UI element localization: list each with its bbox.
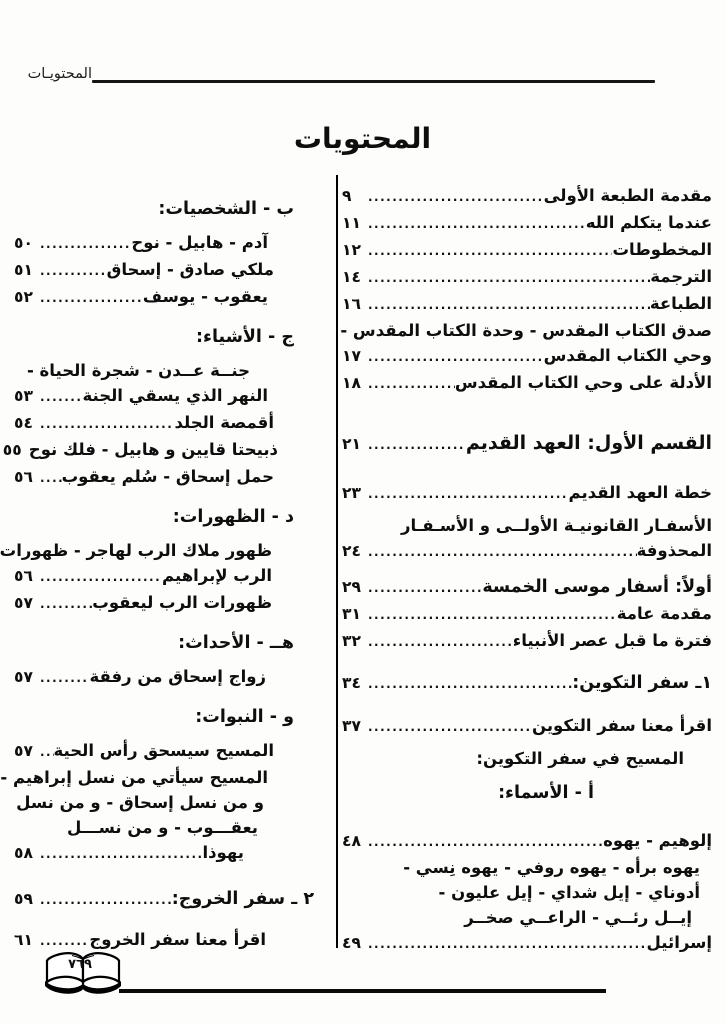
dot-leader: [40, 592, 92, 617]
toc-entry: [342, 671, 712, 697]
dot-leader: [368, 630, 513, 655]
footer-rule: [119, 989, 606, 993]
toc-page-number: ٥٦: [14, 468, 33, 486]
toc-entry-text: إسرائيل: [646, 933, 712, 952]
toc-entry: [342, 880, 712, 905]
toc-entry: [14, 738, 330, 765]
dot-leader: [368, 433, 466, 458]
toc-page-number: ٢٩: [342, 578, 361, 596]
dot-leader: [40, 740, 54, 765]
toc-subheading: [14, 325, 330, 350]
toc-entry-text: مقدمة عامة: [616, 604, 712, 623]
page-title: المحتويات: [293, 122, 432, 155]
toc-entry: [14, 840, 330, 867]
toc-entry: [342, 855, 712, 880]
toc-entry: [14, 410, 330, 437]
toc-entry: [14, 887, 330, 913]
toc-page-number: ٩: [342, 187, 352, 205]
toc-entry-text: النهر الذي يسقي الجنة: [82, 386, 268, 405]
toc-entry-text: و من نسل إسحاق - و من نسل: [16, 793, 264, 812]
toc-entry-text: الترجمة: [650, 267, 712, 286]
footer-page-number: ٧٦٩: [68, 957, 92, 972]
dot-leader: [368, 603, 617, 628]
toc-entry: [342, 930, 712, 957]
toc-page-number: ٣٢: [342, 632, 361, 650]
toc-entry-text: اقرأ معنا سفر الخروج: [89, 930, 266, 949]
toc-entry: [342, 318, 712, 343]
dot-leader: [368, 293, 650, 318]
toc-subheading: [14, 505, 330, 530]
dot-leader: [40, 259, 107, 284]
dot-leader: [368, 576, 482, 601]
toc-page-number: ١٦: [342, 295, 361, 313]
toc-entry: [14, 383, 330, 410]
toc-entry: [14, 664, 330, 691]
toc-entry-text: المسيح سيأتي من نسل إبراهيم -: [0, 768, 268, 787]
toc-page-number: ٥٦: [14, 567, 33, 585]
toc-subheading: [14, 197, 330, 222]
toc-entry: [342, 628, 712, 655]
dot-leader: [40, 412, 174, 437]
toc-entry: [14, 257, 330, 284]
toc-entry: [14, 590, 330, 617]
toc-entry: [342, 713, 712, 740]
dot-leader: [40, 565, 162, 590]
toc-entry-text: و - النبوات:: [195, 707, 294, 727]
toc-entry-text: ٢ ـ سفر الخروج:: [171, 889, 314, 909]
toc-entry: [342, 237, 712, 264]
toc-entry-text: أولاً: أسفار موسى الخمسة: [482, 577, 712, 597]
toc-entry: [14, 815, 330, 840]
toc-page-number: ٥١: [14, 261, 33, 279]
dot-leader: [40, 666, 89, 691]
toc-page-number: ١١: [342, 214, 361, 232]
toc-entry: [2, 437, 330, 464]
toc-entry-text: المسيح في سفر التكوين:: [476, 749, 684, 768]
toc-page-number: ٥٢: [14, 288, 33, 306]
toc-entry-text: الرب لإبراهيم: [162, 566, 272, 585]
toc-entry-text: المسيح سيسحق رأس الحية: [53, 741, 274, 760]
toc-entry-text: ذبيحتا قايين و هابيل - فلك نوح: [28, 440, 278, 459]
toc-entry-text: آدم - هابيل - نوح: [131, 233, 268, 252]
toc-page-number: ٥٨: [14, 844, 33, 862]
dot-leader: [368, 540, 637, 565]
dot-leader: [368, 482, 569, 507]
dot-leader: [40, 888, 172, 913]
toc-page-number: ٥٩: [14, 890, 33, 908]
toc-entry: [342, 370, 712, 397]
toc-page-number: ٥٧: [14, 742, 33, 760]
toc-page-number: ٥٧: [14, 668, 33, 686]
toc-page-number: ٤٨: [342, 832, 361, 850]
column-divider: [336, 175, 338, 948]
toc-entry-text: مقدمة الطبعة الأولى: [543, 186, 712, 205]
toc-entry: [342, 746, 712, 771]
toc-page-number: ٢٤: [342, 542, 361, 560]
toc-entry: [0, 765, 330, 790]
toc-entry: [14, 464, 330, 491]
toc-entry-text: يعقـــوب - و من نســـل: [66, 818, 258, 837]
toc-entry: [14, 790, 330, 815]
running-header: المحتويـات: [27, 66, 92, 82]
toc-entry: [342, 538, 712, 565]
toc-page-number: ٣٧: [342, 717, 361, 735]
toc-entry-text: اقرأ معنا سفر التكوين: [531, 716, 712, 735]
toc-entry-text: أدوناي - إيل شداي - إيل عليون -: [438, 883, 700, 902]
dot-leader: [368, 212, 586, 237]
toc-entry-text: أ - الأسماء:: [498, 783, 594, 803]
dot-leader: [368, 715, 532, 740]
toc-entry-text: ب - الشخصيات:: [158, 199, 294, 219]
toc-page-number: ٥٤: [14, 414, 33, 432]
toc-entry: [342, 210, 712, 237]
toc-page-number: ٣٤: [342, 674, 361, 692]
toc-entry-text: هــ - الأحداث:: [178, 633, 294, 653]
dot-leader: [368, 932, 647, 957]
toc-entry: [0, 538, 330, 563]
dot-leader: [40, 286, 143, 311]
dot-leader: [368, 345, 544, 370]
toc-subheading: [342, 781, 712, 806]
toc-page-number: ٥٣: [14, 387, 33, 405]
toc-page-number: ٣١: [342, 605, 361, 623]
toc-entry-text: المخطوطات: [612, 240, 712, 259]
dot-leader: [40, 232, 131, 257]
toc-entry: [342, 513, 712, 538]
toc-entry-text: إلوهيم - يهوه: [603, 831, 712, 850]
toc-page-number: ٥٧: [14, 594, 33, 612]
toc-column-primary: [342, 183, 712, 957]
toc-entry: [342, 431, 712, 458]
dot-leader: [368, 185, 544, 210]
toc-entry-text: د - الظهورات:: [172, 507, 294, 527]
toc-page-number: ٥٥: [2, 441, 22, 459]
toc-entry-text: الأدلة على وحي الكتاب المقدس: [454, 373, 712, 392]
dot-leader: [40, 466, 62, 491]
toc-entry: [342, 291, 712, 318]
toc-page-number: ١٨: [342, 374, 361, 392]
toc-entry-text: عندما يتكلم الله: [585, 213, 712, 232]
toc-entry-text: وحي الكتاب المقدس: [543, 346, 712, 365]
toc-entry-text: يهوه برأه - يهوه روفي - يهوه نِسي -: [403, 858, 700, 877]
toc-entry-text: حمل إسحاق - سُلم يعقوب: [61, 467, 274, 486]
toc-entry-text: صدق الكتاب المقدس - وحدة الكتاب المقدس -: [340, 321, 712, 340]
toc-entry-text: يهوذا: [202, 843, 244, 862]
toc-entry-text: إيــل رئــي - الراعــي صخــر: [464, 908, 692, 927]
toc-page-number: ١٤: [342, 268, 361, 286]
toc-entry: [342, 828, 712, 855]
toc-entry-text: المحذوفة: [636, 541, 712, 560]
dot-leader: [40, 842, 202, 867]
toc-page-number: ١٢: [342, 241, 361, 259]
toc-entry-text: خطة العهد القديم: [568, 483, 712, 502]
toc-entry: [342, 601, 712, 628]
toc-entry: [14, 563, 330, 590]
dot-leader: [368, 266, 650, 291]
toc-entry-text: زواج إسحاق من رفقة: [89, 667, 266, 686]
dot-leader: [368, 239, 612, 264]
toc-entry-text: القسم الأول: العهد القديم: [465, 432, 712, 454]
open-book-icon: [42, 950, 124, 998]
toc-page-number: ٤٩: [342, 934, 361, 952]
toc-page-number: ٦١: [14, 931, 33, 949]
dot-leader: [368, 830, 603, 855]
toc-column-secondary: [0, 197, 330, 954]
toc-entry: [342, 575, 712, 601]
header-rule: [92, 80, 655, 83]
dot-leader: [40, 385, 82, 410]
toc-entry-text: الطباعة: [649, 294, 712, 313]
toc-entry-text: ١ـ سفر التكوين:: [572, 673, 712, 693]
toc-entry: [342, 183, 712, 210]
dot-leader: [368, 372, 455, 397]
toc-entry: [342, 905, 712, 930]
toc-page-number: ٢٣: [342, 484, 361, 502]
toc-entry-text: أقمصة الجلد: [174, 413, 274, 432]
toc-entry: [342, 343, 712, 370]
toc-entry: [342, 480, 712, 507]
toc-entry: [342, 264, 712, 291]
toc-page-number: ١٧: [342, 347, 361, 365]
toc-page-number: ٥٠: [14, 234, 33, 252]
toc-entry-text: ملكي صادق - إسحاق: [106, 260, 274, 279]
toc-entry-text: جنــة عــدن - شجرة الحياة -: [26, 361, 250, 380]
toc-entry-text: ظهورات الرب ليعقوب: [92, 593, 272, 612]
toc-entry-text: الأسفـار القانونيـة الأولــى و الأسـفـار: [400, 516, 712, 535]
toc-subheading: [14, 631, 330, 656]
toc-entry: [14, 230, 330, 257]
toc-entry: [14, 358, 330, 383]
dot-leader: [368, 672, 572, 697]
toc-page-number: ٢١: [342, 435, 361, 453]
toc-entry-text: فترة ما قبل عصر الأنبياء: [512, 631, 712, 650]
toc-entry: [14, 284, 330, 311]
toc-entry-text: ظهور ملاك الرب لهاجر - ظهورات: [0, 541, 272, 560]
toc-entry-text: يعقوب - يوسف: [142, 287, 268, 306]
toc-entry-text: ج - الأشياء:: [196, 327, 294, 347]
toc-subheading: [14, 705, 330, 730]
